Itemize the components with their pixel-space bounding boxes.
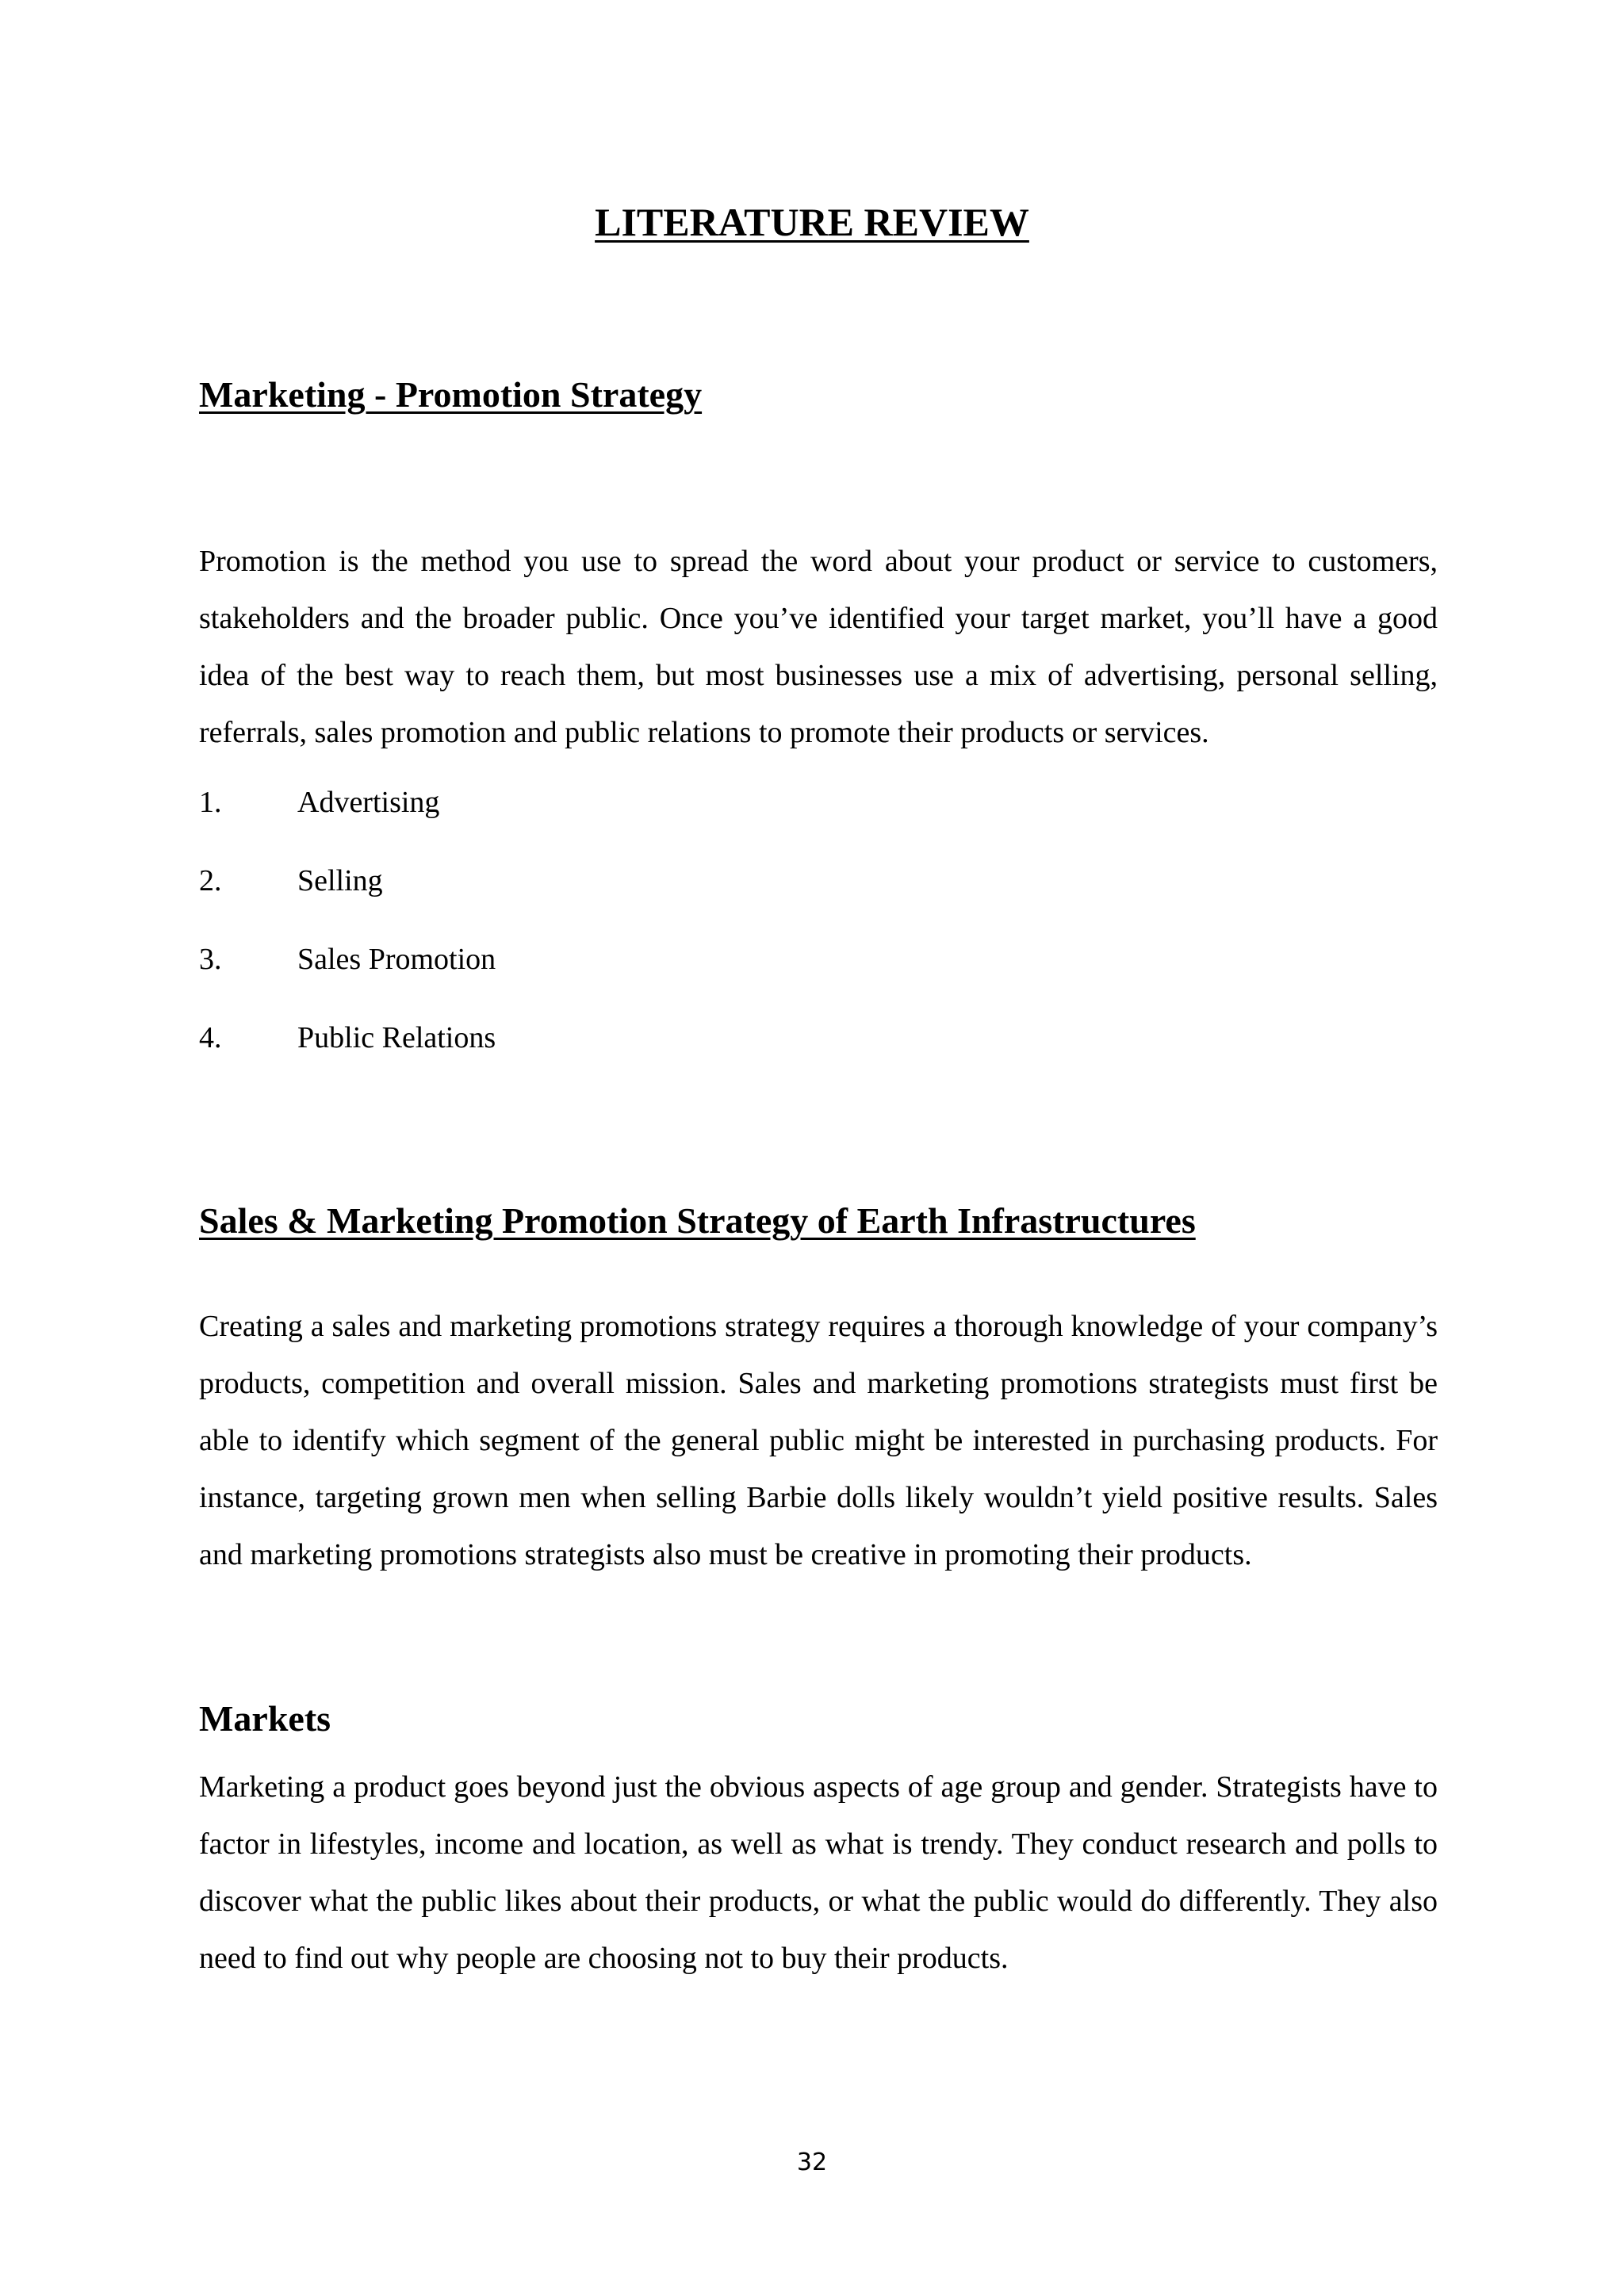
markets-paragraph: Marketing a product goes beyond just the obvious aspects of age group and gender. Strategists have to factor in lifestyles, income and location, as well as what is trendy. They conduct research and polls to discover what the public likes about their products, or what the public would do differently. They also need to find out why people are choosing not to buy their products. xyxy=(199,1770,1438,1975)
section-heading-markets: Markets xyxy=(199,1698,331,1739)
list-item xyxy=(199,1019,496,1097)
list-item-text: Advertising xyxy=(297,786,440,819)
sales-marketing-paragraph: Creating a sales and marketing promotions strategy requires a thorough knowledge of your company’s products, competition and overall mission. Sales and marketing promotions strategists must first be able to identify which segment of the general public might be interested in purchasing products. For instance, targeting grown men when selling Barbie dolls likely wouldn’t yield positive results. Sales and marketing promotions strategists also must be creative in promoting their products. xyxy=(199,1310,1438,1571)
list-item xyxy=(199,783,496,862)
list-item-text: Public Relations xyxy=(297,1021,496,1054)
list-item-number: 1. xyxy=(199,786,222,819)
list-item-number: 3. xyxy=(199,943,222,976)
list-item xyxy=(199,940,496,1019)
list-item-text: Selling xyxy=(297,864,383,897)
page-title xyxy=(0,198,1624,246)
section-heading-promotion-strategy xyxy=(199,373,702,417)
list-item-number: 2. xyxy=(199,864,222,897)
list-item-text: Sales Promotion xyxy=(297,943,496,976)
page-number: 32 xyxy=(796,2149,828,2176)
section-heading-text: Sales & Marketing Promotion Strategy of Earth Infrastructures xyxy=(199,1200,1196,1241)
list-item xyxy=(199,862,496,940)
section-heading-earth-infrastructures xyxy=(199,1199,1196,1243)
page-title-text: LITERATURE REVIEW xyxy=(595,200,1029,244)
promotion-paragraph: Promotion is the method you use to spread the word about your product or service to customers, stakeholders and the broader public. Once you’ve identified your target market, you’ll have a good idea of the best way to reach them, but most businesses use a mix of advertising, personal selling, referrals, sales promotion and public relations to promote their products or services. xyxy=(199,545,1438,749)
promotion-methods-list xyxy=(199,783,496,1097)
section-heading-text: Marketing - Promotion Strategy xyxy=(199,374,703,415)
list-item-number: 4. xyxy=(199,1021,222,1054)
